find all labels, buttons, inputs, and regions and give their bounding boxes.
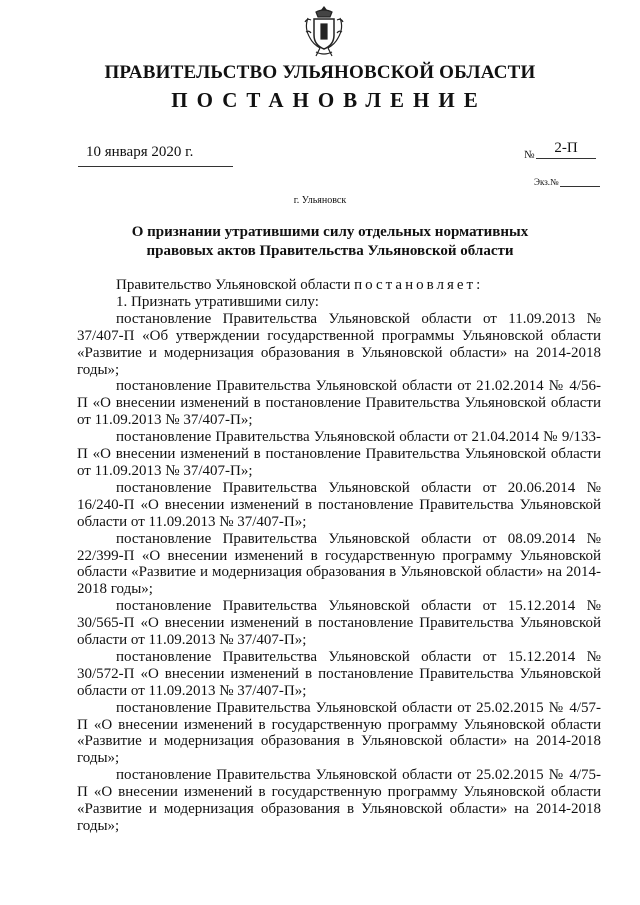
act-item: постановление Правительства Ульяновской области от 25.02.2015 № 4/75-П «О внесении изменений в государственную программу Ульяновской области «Развитие и модернизация образования в Ульяновской области» на 2014-2018 годы»; [77, 767, 601, 834]
copy-number-label: Экз.№ [534, 177, 559, 187]
document-title: О признании утратившими силу отдельных нормативных правовых актов Правительства Ульяновской области [131, 224, 529, 259]
intro-paragraph [77, 277, 601, 294]
date-underline [78, 166, 233, 167]
act-item: постановление Правительства Ульяновской области от 08.09.2014 № 22/399-П «О внесении изменений в государственную программу Ульяновской области «Развитие и модернизация образования в Ульяновской области» на 2014-2018 годы»; [77, 530, 601, 598]
document-number: 2-П [536, 140, 596, 159]
copy-number-line [560, 186, 600, 187]
act-item: постановление Правительства Ульяновской области от 15.12.2014 № 30/565-П «О внесении изменений в постановление Правительства Ульяновской области от 11.09.2013 № 37/407-П»; [77, 598, 601, 649]
government-name: ПРАВИТЕЛЬСТВО УЛЬЯНОВСКОЙ ОБЛАСТИ [104, 62, 536, 83]
act-item: постановление Правительства Ульяновской области от 11.09.2013 № 37/407-П «Об утверждении государственной программы Ульяновской области «Развитие и модернизация образования в Ульяновской области» на 2014-2018 годы»; [77, 310, 601, 378]
document-type: ПОСТАНОВЛЕНИЕ [171, 88, 487, 112]
act-item: постановление Правительства Ульяновской области от 21.02.2014 № 4/56-П «О внесении изменений в постановление Правительства Ульяновской области от 11.09.2013 № 37/407-П»; [77, 378, 601, 429]
act-item: постановление Правительства Ульяновской области от 21.04.2014 № 9/133-П «О внесении изменений в постановление Правительства Ульяновской области от 11.09.2013 № 37/407-П»; [77, 429, 601, 479]
act-item: постановление Правительства Ульяновской области от 20.06.2014 № 16/240-П «О внесении изменений в постановление Правительства Ульяновской области от 11.09.2013 № 37/407-П»; [77, 479, 601, 530]
coat-of-arms-emblem-icon [302, 4, 346, 58]
intro-prefix: Правительство Ульяновской области [116, 277, 355, 293]
act-item: постановление Правительства Ульяновской области от 25.02.2015 № 4/57-П «О внесении изменений в государственную программу Ульяновской области «Развитие и модернизация образования в Ульяновской области» на 2014-2018 годы»; [77, 699, 601, 767]
number-label: № [524, 149, 535, 161]
document-body [77, 277, 601, 835]
city: г. Ульяновск [293, 195, 347, 206]
document-date: 10 января 2020 г. [86, 144, 194, 160]
act-item: постановление Правительства Ульяновской области от 15.12.2014 № 30/572-П «О внесении изменений в постановление Правительства Ульяновской области от 11.09.2013 № 37/407-П»; [77, 648, 601, 699]
item-1: 1. Признать утратившими силу: [116, 293, 319, 310]
intro-verb: постановляет: [354, 277, 484, 293]
